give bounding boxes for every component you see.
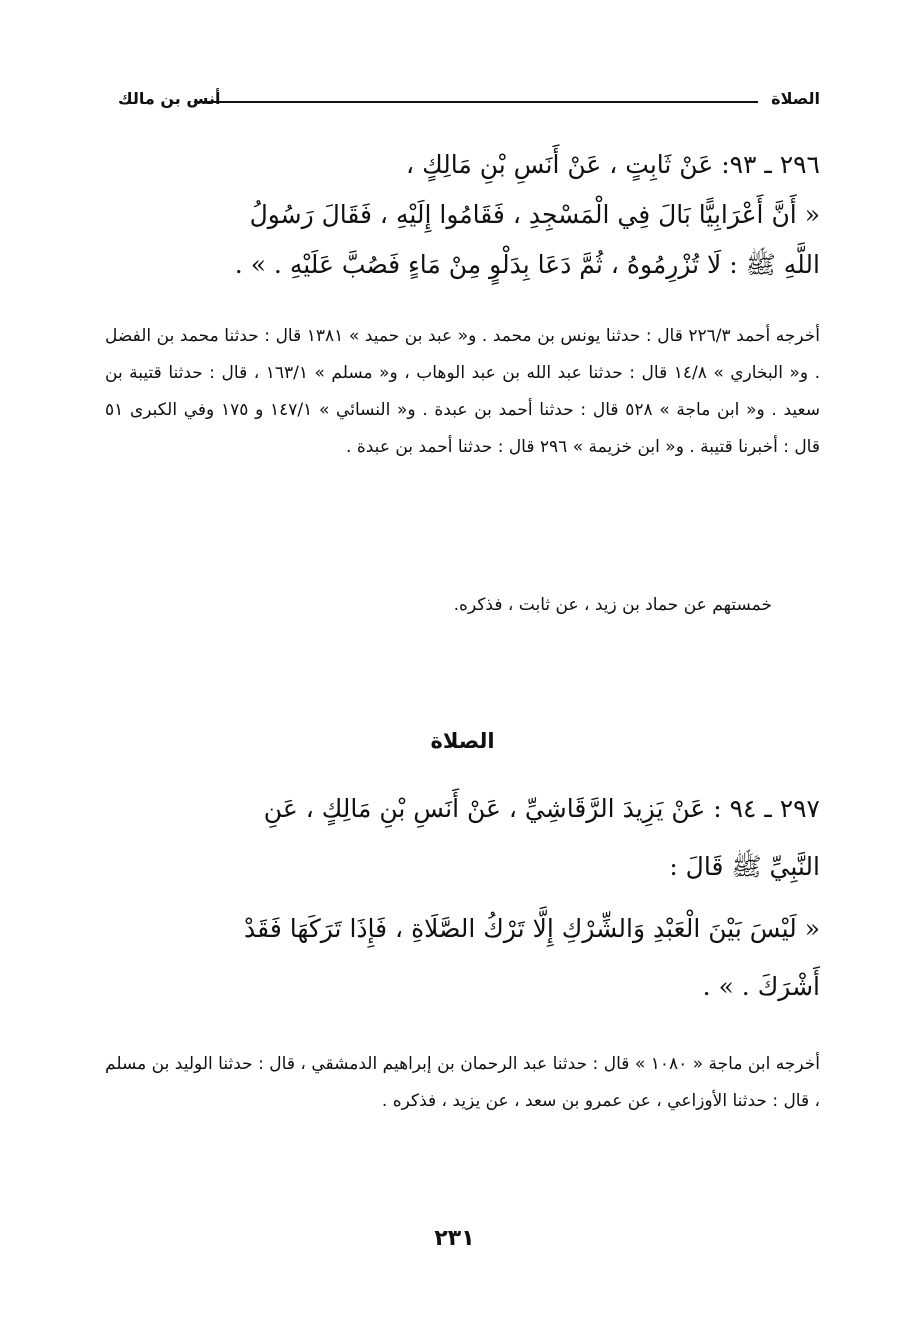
page-number: ٢٣١	[434, 1226, 475, 1251]
hadith-296-text-line-1: « أَنَّ أَعْرَابِيًّا بَالَ فِي الْمَسْجِدِ ، فَقَامُوا إِلَيْهِ ، فَقَالَ رَسُولُ	[249, 200, 820, 229]
hadith-297-number-line-2: النَّبِيِّ ﷺ قَالَ :	[669, 852, 820, 881]
takhrij-296-summary: خمستهم عن حماد بن زيد ، عن ثابت ، فذكره.	[453, 595, 772, 615]
hadith-297	[105, 780, 820, 1016]
header-chapter-title: الصلاة	[771, 89, 820, 108]
section-title: الصلاة	[430, 729, 495, 753]
hadith-296	[105, 140, 820, 290]
takhrij-297	[105, 1046, 820, 1120]
running-header	[118, 88, 820, 112]
header-rule	[194, 101, 758, 103]
header-book-title: أنس بن مالك	[118, 89, 221, 108]
hadith-296-text-line-2: اللَّهِ ﷺ : لَا تُزْرِمُوهُ ، ثُمَّ دَعَا بِدَلْوٍ مِنْ مَاءٍ فَصُبَّ عَلَيْهِ . » .	[234, 250, 820, 279]
takhrij-296-summary-block	[105, 587, 820, 624]
takhrij-297-paragraph: أخرجه ابن ماجة « ١٠٨٠ » قال : حدثنا عبد الرحمان بن إبراهيم الدمشقي ، قال : حدثنا الوليد بن مسلم ، قال : حدثنا الأوزاعي ، عن عمرو بن سعد ، عن يزيد ، فذكره .	[105, 1054, 820, 1111]
hadith-297-number-line: ٢٩٧ ـ ٩٤ : عَنْ يَزِيدَ الرَّقَاشِيِّ ، عَنْ أَنَسِ بْنِ مَالِكٍ ، عَنِ	[263, 794, 820, 823]
hadith-296-number-line: ٢٩٦ ـ ٩٣: عَنْ ثَابِتٍ ، عَنْ أَنَسِ بْنِ مَالِكٍ ،	[406, 150, 820, 179]
hadith-297-text-line-2: أَشْرَكَ . » .	[702, 972, 820, 1001]
takhrij-296-paragraph: أخرجه أحمد ٢٢٦/٣ قال : حدثنا يونس بن محمد . و« عبد بن حميد » ١٣٨١ قال : حدثنا محمد بن الفضل . و« البخاري » ١٤/٨ قال : حدثنا عبد الله بن عبد الوهاب ، و« مسلم » ١٦٣/١ ، قال : حدثنا قتيبة بن سعيد . و« ابن ماجة » ٥٢٨ قال : حدثنا أحمد بن عبدة . و« النسائي » ١٤٧/١ و ١٧٥ وفي الكبرى ٥١ قال : أخبرنا قتيبة . و« ابن خزيمة » ٢٩٦ قال : حدثنا أحمد بن عبدة .	[105, 326, 820, 457]
takhrij-296	[105, 318, 820, 466]
hadith-297-text-line-1: « لَيْسَ بَيْنَ الْعَبْدِ وَالشِّرْكِ إِلَّا تَرْكُ الصَّلَاةِ ، فَإِذَا تَرَكَهَا فَقَدْ	[244, 914, 820, 943]
